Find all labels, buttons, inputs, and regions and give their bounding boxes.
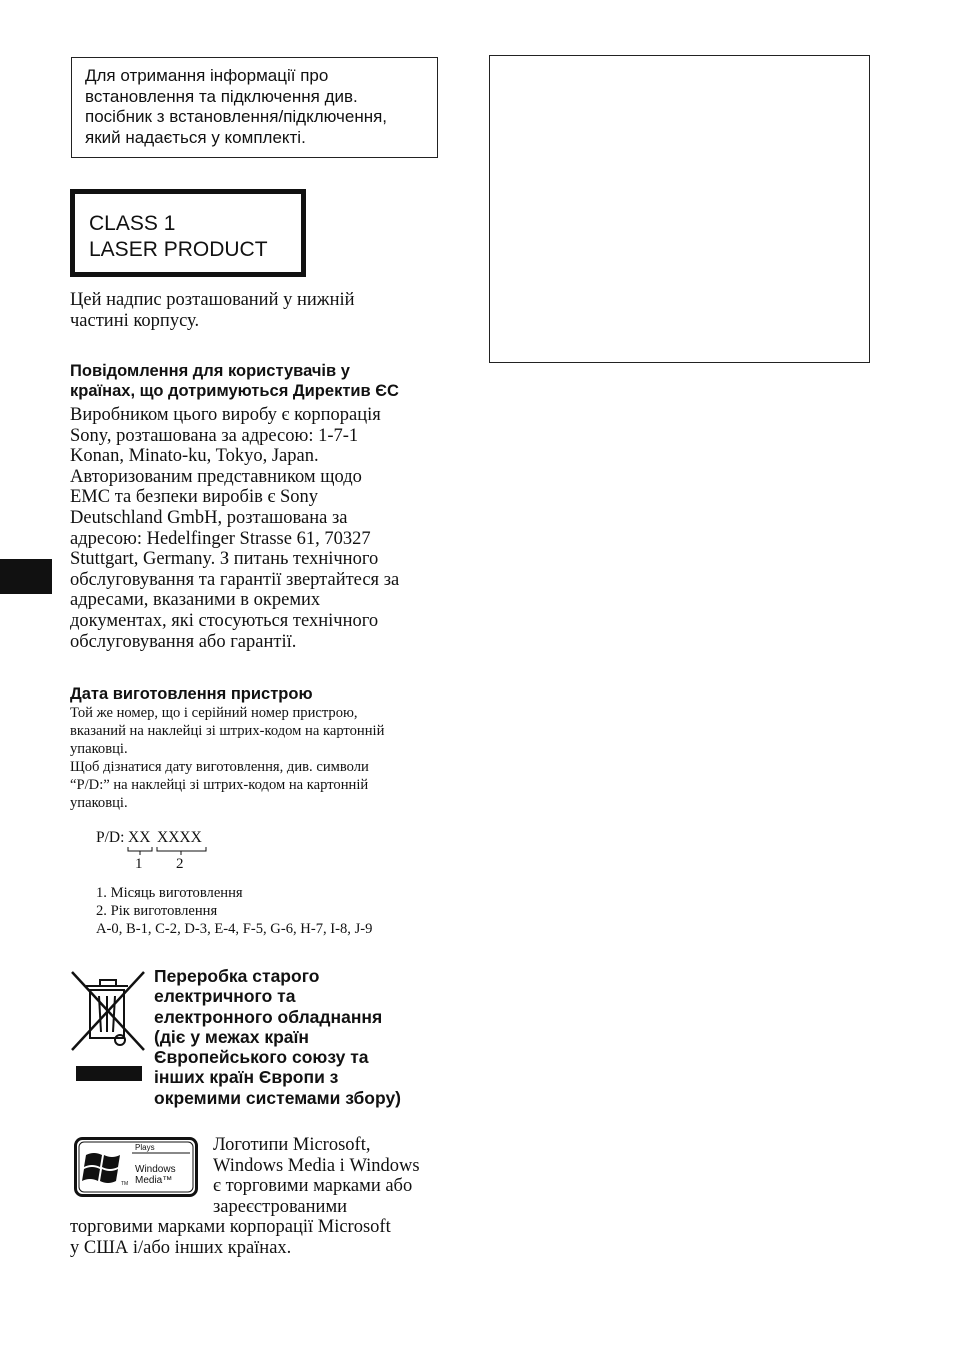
trademark-line: Windows Media і Windows xyxy=(213,1155,420,1176)
laser-label-class: CLASS 1 xyxy=(89,212,176,235)
pd-legend-line: 2. Рік виготовлення xyxy=(96,902,218,919)
logo-windows-text: Windows xyxy=(135,1164,176,1175)
empty-notice-box xyxy=(489,55,870,363)
weee-heading xyxy=(154,966,454,1108)
pd-code-diagram xyxy=(96,828,256,876)
pd-legend-line: A-0, B-1, C-2, D-3, E-4, F-5, G-6, H-7, I-8, J-9 xyxy=(96,920,373,937)
eu-notice-heading xyxy=(70,361,455,401)
eu-text-line: документах, які стосуються технічного xyxy=(70,610,379,631)
trademark-text-full xyxy=(70,1217,455,1258)
laser-note-line: Цей надпис розташований у нижній xyxy=(70,290,355,310)
installation-note-line: який надається у комплекті. xyxy=(85,127,306,147)
eu-text-line: Deutschland GmbH, розташована за xyxy=(70,507,348,528)
logo-plays-text: Plays xyxy=(135,1143,155,1152)
weee-heading-line: (діє у межах країн xyxy=(154,1026,309,1047)
eu-text-line: Авторизованим представником щодо xyxy=(70,466,362,487)
date-text-line: Той же номер, що і серійний номер пристрою, xyxy=(70,705,358,721)
pd-prefix: P/D: xyxy=(96,829,125,846)
weee-black-bar xyxy=(76,1066,142,1081)
installation-note-line: посібник з встановлення/підключення, xyxy=(85,107,388,126)
weee-heading-line: електронного обладнання xyxy=(154,1006,383,1027)
eu-heading-line: Повідомлення для користувачів у xyxy=(70,362,350,380)
pd-label-1: 1 xyxy=(135,856,143,872)
manufacture-date-heading: Дата виготовлення пристрою xyxy=(70,685,313,703)
eu-notice-text xyxy=(70,405,455,652)
date-text-line: упаковці. xyxy=(70,741,128,757)
date-text-line: Щоб дізнатися дату виготовлення, див. символи xyxy=(70,759,369,775)
eu-text-line: Konan, Minato-ku, Tokyo, Japan. xyxy=(70,446,319,467)
crossed-out-wheelie-bin-icon xyxy=(70,968,146,1054)
pd-bracket-lines xyxy=(96,828,256,858)
weee-heading-line: Переробка старого xyxy=(154,966,320,986)
weee-heading-line: окремими системами збору) xyxy=(154,1087,401,1108)
pd-label-2: 2 xyxy=(176,856,184,872)
section-tab-marker xyxy=(0,559,52,594)
pd-legend-line: 1. Місяць виготовлення xyxy=(96,885,243,901)
laser-note-line: частині корпусу. xyxy=(70,310,200,331)
pd-legend xyxy=(96,885,426,938)
trademark-line: є торговими марками або xyxy=(213,1176,413,1197)
laser-label-note xyxy=(70,290,450,331)
trademark-line: у США і/або інших країнах. xyxy=(70,1237,292,1258)
logo-tm-text: TM xyxy=(121,1181,129,1187)
weee-heading-line: інших країн Європи з xyxy=(154,1067,339,1088)
laser-class-label xyxy=(70,189,306,277)
eu-text-line: адресами, вказаними в окремих xyxy=(70,590,321,611)
eu-text-line: Виробником цього виробу є корпорація xyxy=(70,405,381,425)
manufacture-date-text xyxy=(70,704,455,812)
weee-heading-line: електричного та xyxy=(154,986,296,1007)
eu-heading-line: країнах, що дотримуються Директив ЄС xyxy=(70,382,399,400)
trademark-text-right xyxy=(213,1135,453,1217)
logo-media-text: Media™ xyxy=(135,1175,173,1186)
pd-year-code: XXXX xyxy=(157,829,202,846)
trademark-line: зареєстрованими xyxy=(213,1196,348,1217)
eu-text-line: обслуговування або гарантії. xyxy=(70,631,297,652)
pd-month-code: XX xyxy=(128,829,151,846)
date-text-line: упаковці. xyxy=(70,795,128,811)
trademark-line: Логотипи Microsoft, xyxy=(213,1135,371,1155)
date-text-line: “P/D:” на наклейці зі штрих-кодом на картонній xyxy=(70,777,369,793)
installation-note-line: встановлення та підключення див. xyxy=(85,86,358,106)
weee-heading-line: Європейського союзу та xyxy=(154,1047,369,1068)
eu-text-line: обслуговування та гарантії звертайтеся за xyxy=(70,569,400,590)
eu-text-line: EMC та безпеки виробів є Sony xyxy=(70,487,319,508)
laser-label-product: LASER PRODUCT xyxy=(89,238,268,261)
trademark-line: торговими марками корпорації Microsoft xyxy=(70,1217,391,1237)
date-text-line: вказаний на наклейці зі штрих-кодом на картонній xyxy=(70,723,385,739)
installation-note-line: Для отримання інформації про xyxy=(85,66,329,85)
eu-text-line: Sony, розташована за адресою: 1-7-1 xyxy=(70,425,359,446)
eu-text-line: адресою: Hedelfinger Strasse 61, 70327 xyxy=(70,528,371,549)
windows-media-logo xyxy=(74,1137,198,1197)
installation-note-box xyxy=(71,57,438,158)
eu-text-line: Stuttgart, Germany. З питань технічного xyxy=(70,549,379,570)
